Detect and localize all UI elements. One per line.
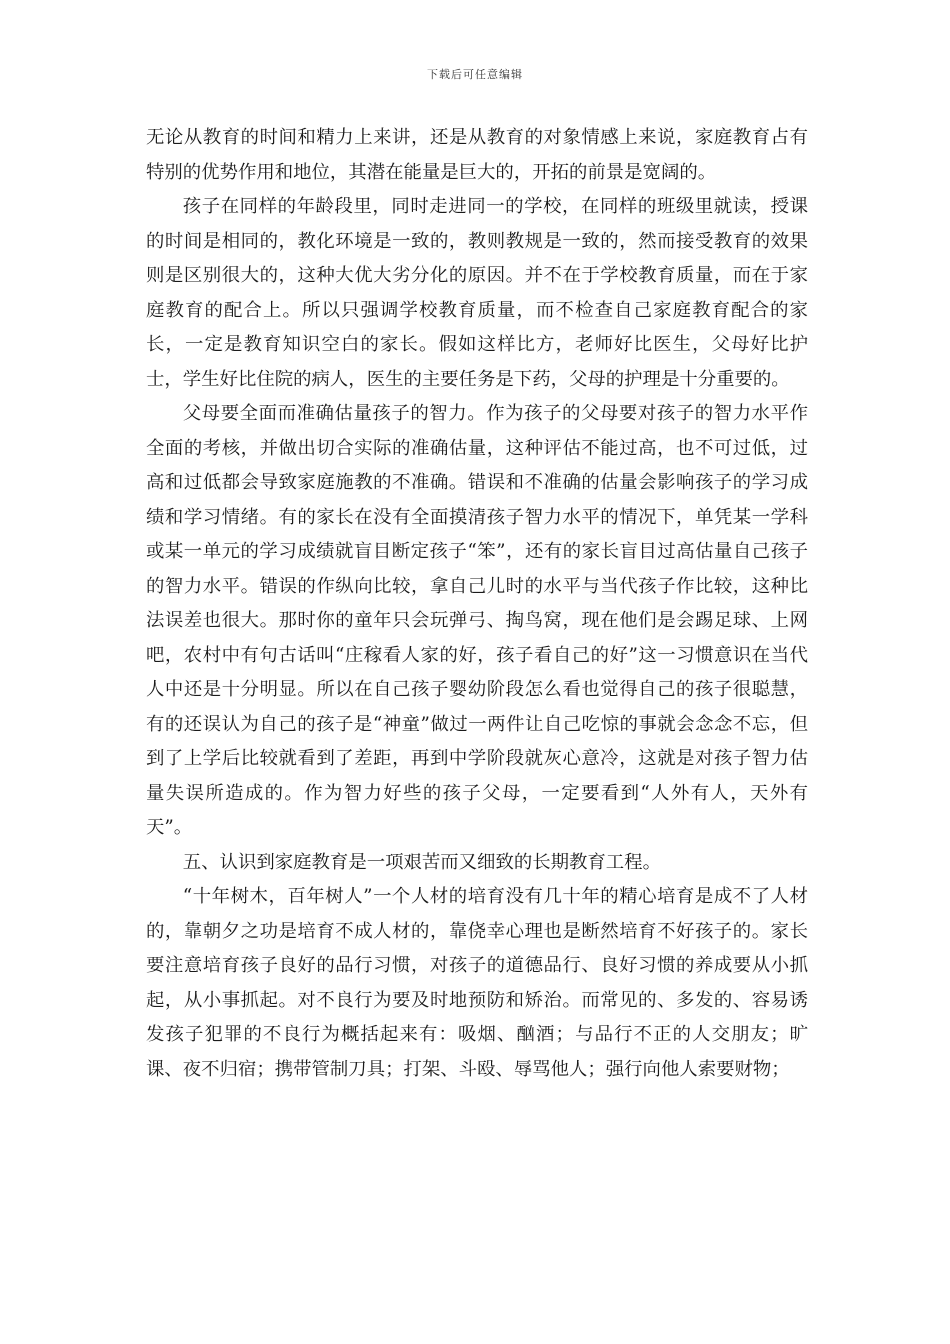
page-header: 下载后可任意编辑 [427,68,523,81]
paragraph-continuation: 无论从教育的时间和精力上来讲，还是从教育的对象情感上来说，家庭教育占有特别的优势作用和地位，其潜在能量是巨大的，开拓的前景是宽阔的。 [146,127,808,183]
paragraph-long-term-education: “十年树木，百年树人”一个人材的培育没有几十年的精心培育是成不了人材的，靠朝夕之功是培育不成人材的，靠侥幸心理也是断然培育不好孩子的。家长要注意培育孩子良好的品行习惯，对孩子的道德品行、良好习惯的养成要从小抓起，从小事抓起。对不良行为要及时地预防和矫治。而常见的、多发的、容易诱发孩子犯罪的不良行为概括起来有：吸烟、酗酒；与品行不正的人交朋友；旷课、夜不归宿；携带管制刀具；打架、斗殴、辱骂他人；强行向他人索要财物； [146,886,808,1080]
document-body [146,121,808,1087]
section-heading-five: 五、认识到家庭教育是一项艰苦而又细致的长期教育工程。 [182,851,661,873]
paragraph-school-comparison: 孩子在同样的年龄段里，同时走进同一的学校，在同样的班级里就读，授课的时间是相同的，教化环境是一致的，教则教规是一致的，然而接受教育的效果则是区别很大的，这种大优大劣分化的原因。并不在于学校教育质量，而在于家庭教育的配合上。所以只强调学校教育质量，而不检查自己家庭教育配合的家长，一定是教育知识空白的家长。假如这样比方，老师好比医生，父母好比护士，学生好比住院的病人，医生的主要任务是下药，父母的护理是十分重要的。 [146,196,808,390]
paragraph-intelligence-assessment: 父母要全面而准确估量孩子的智力。作为孩子的父母要对孩子的智力水平作全面的考核，并做出切合实际的准确估量，这种评估不能过高，也不可过低，过高和过低都会导致家庭施教的不准确。错误和不准确的估量会影响孩子的学习成绩和学习情绪。有的家长在没有全面摸清孩子智力水平的情况下，单凭某一学科或某一单元的学习成绩就盲目断定孩子“笨”，还有的家长盲目过高估量自己孩子的智力水平。错误的作纵向比较，拿自己儿时的水平与当代孩子作比较，这种比法误差也很大。那时你的童年只会玩弹弓、掏鸟窝，现在他们是会踢足球、上网吧，农村中有句古话叫“庄稼看人家的好，孩子看自己的好”这一习惯意识在当代人中还是十分明显。所以在自己孩子婴幼阶段怎么看也觉得自己的孩子很聪慧，有的还误认为自己的孩子是“神童”做过一两件让自己吃惊的事就会念念不忘，但到了上学后比较就看到了差距，再到中学阶段就灰心意冷，这就是对孩子智力估量失误所造成的。作为智力好些的孩子父母，一定要看到“人外有人，天外有天”。 [146,403,808,838]
